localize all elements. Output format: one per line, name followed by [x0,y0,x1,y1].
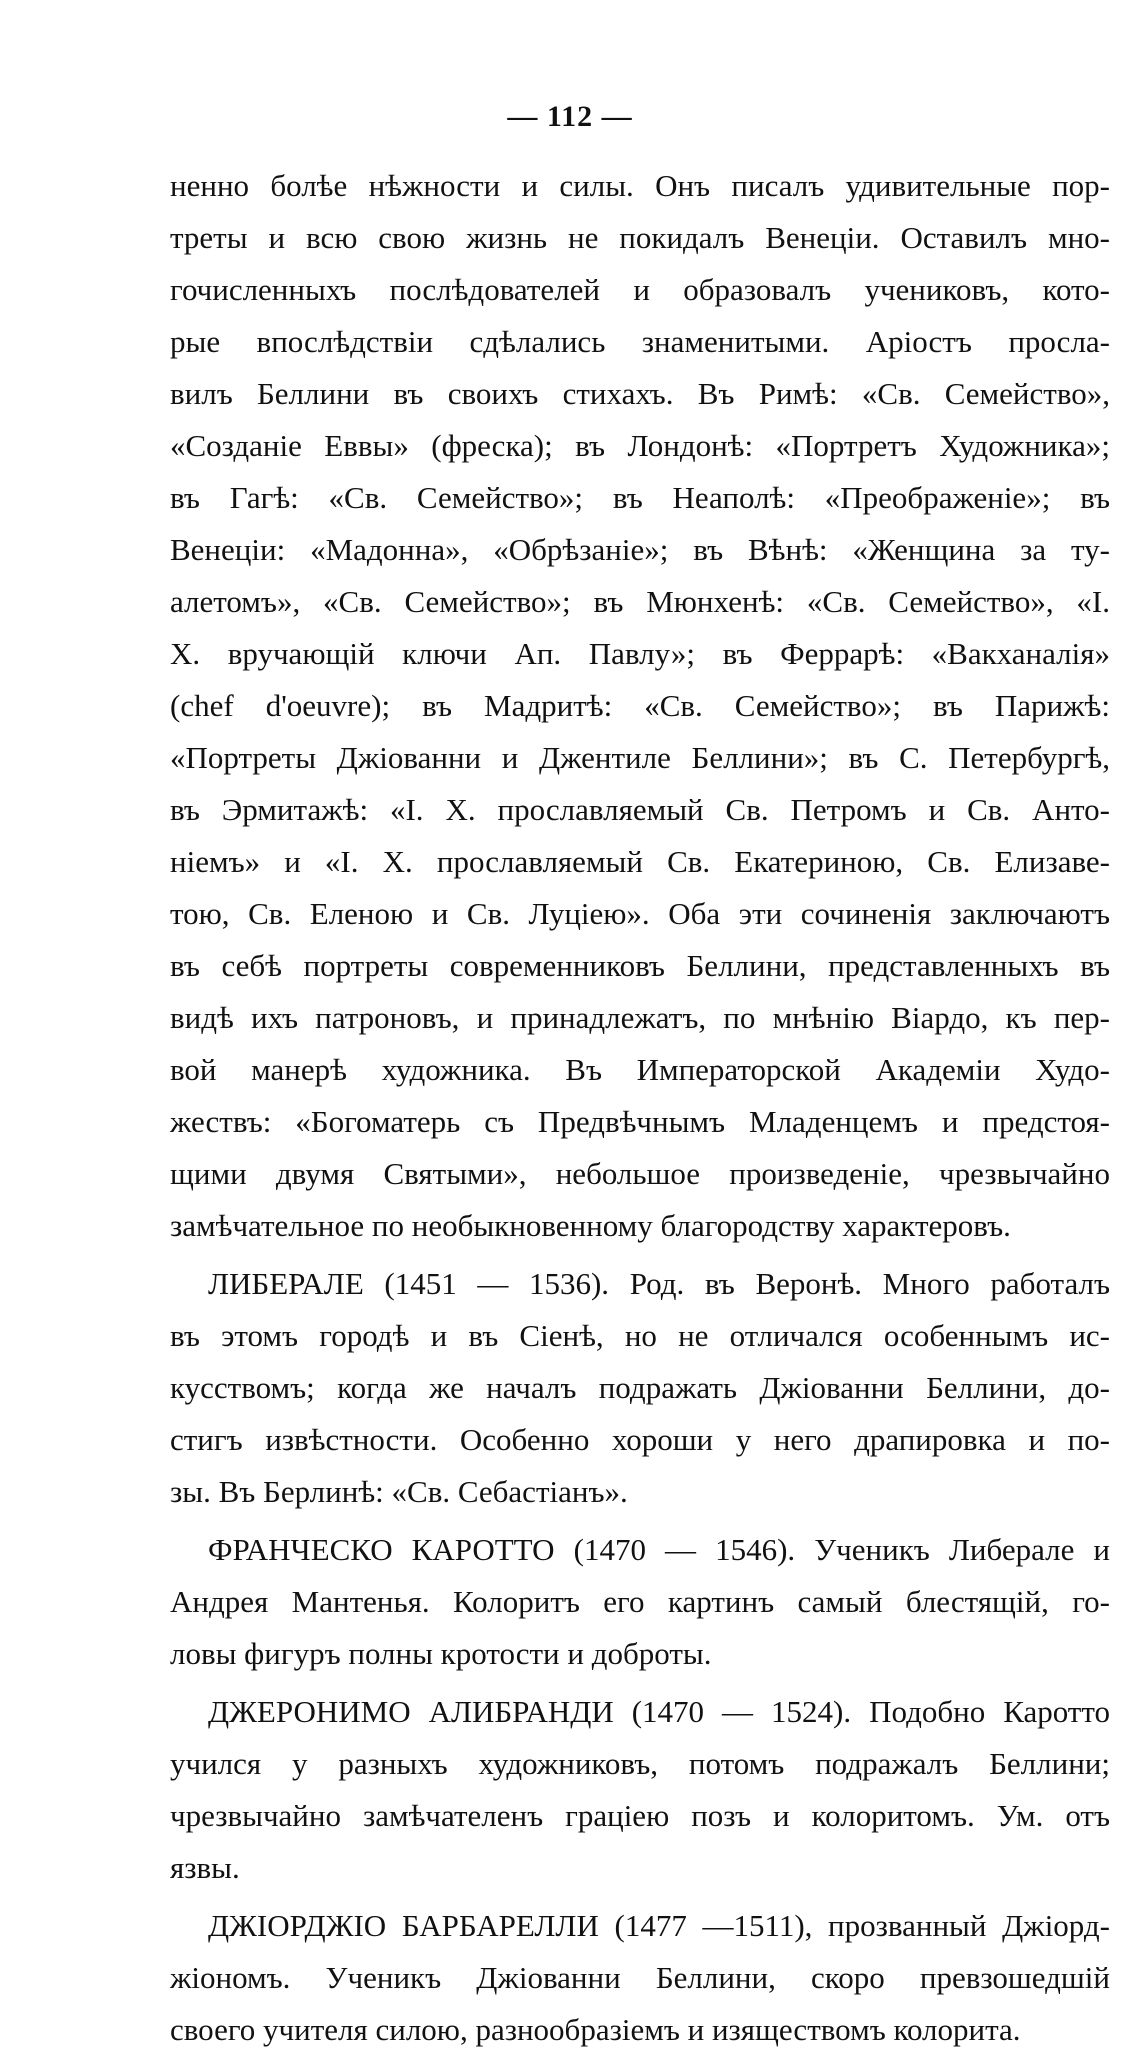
text-line: чрезвычайно замѣчателенъ граціею позъ и колоритомъ. Ум. отъ [170,1798,1110,1833]
text-line: Андрея Мантенья. Колоритъ его картинъ самый блестящій, го- [170,1584,1110,1619]
entry-alibrandi-line: ДЖЕРОНИМО АЛИБРАНДИ (1470 — 1524). Подобно Каротто [208,1694,1110,1729]
text-line: вой манерѣ художника. Въ Императорской Академіи Худо- [170,1052,1110,1087]
text-line: треты и всю свою жизнь не покидалъ Венеціи. Оставилъ мно- [170,220,1110,255]
text-line: стигъ извѣстности. Особенно хороши у него драпировка и по- [170,1422,1110,1457]
text-line: въ Гагѣ: «Св. Семейство»; въ Неаполѣ: «Преображеніе»; въ [170,480,1110,515]
text-line: «Портреты Джіованни и Джентиле Беллини»; въ С. Петербургѣ, [170,740,1110,775]
text-line: видѣ ихъ патроновъ, и принадлежатъ, по мнѣнію Віардо, къ пер- [170,1000,1110,1035]
text-line: въ Эрмитажѣ: «І. Х. прославляемый Св. Петромъ и Св. Анто- [170,792,1110,827]
text-line: Венеціи: «Мадонна», «Обрѣзаніе»; въ Вѣнѣ: «Женщина за ту- [170,532,1110,567]
entry-barbarelli-line: ДЖІОРДЖІО БАРБАРЕЛЛИ (1477 —1511), прозванный Джіорд- [208,1908,1110,1943]
text-line: ніемъ» и «І. Х. прославляемый Св. Екатериною, Св. Елизаве- [170,844,1110,879]
text-line: своего учителя силою, разнообразіемъ и изяществомъ колорита. [170,2012,1021,2047]
text-line: въ этомъ городѣ и въ Сіенѣ, но не отличался особеннымъ ис- [170,1318,1110,1353]
text-line: тою, Св. Еленою и Св. Луціею». Оба эти сочиненія заключаютъ [170,896,1110,931]
text-line: кусствомъ; когда же началъ подражать Джіованни Беллини, до- [170,1370,1110,1405]
page-number: — 112 — [507,100,633,133]
text-line: язвы. [170,1850,240,1885]
text-line: замѣчательное по необыкновенному благородству характеровъ. [170,1208,1011,1243]
text-line: гочисленныхъ послѣдователей и образовалъ учениковъ, кото- [170,272,1110,307]
text-line: щими двумя Святыми», небольшое произведеніе, чрезвычайно [170,1156,1110,1191]
text-line: «Созданіе Еввы» (фреска); въ Лондонѣ: «Портретъ Художника»; [170,428,1110,463]
text-line: рые впослѣдствіи сдѣлались знаменитыми. Аріостъ просла- [170,324,1110,359]
text-line: учился у разныхъ художниковъ, потомъ подражалъ Беллини; [170,1746,1110,1781]
text-line: зы. Въ Берлинѣ: «Св. Себастіанъ». [170,1474,628,1509]
text-line: ловы фигуръ полны кротости и доброты. [170,1636,712,1671]
text-line: жествъ: «Богоматерь съ Предвѣчнымъ Младенцемъ и предстоя- [170,1104,1110,1139]
text-line: жіономъ. Ученикъ Джіованни Беллини, скоро превзошедшій [170,1960,1110,1995]
text-line: (chef d'oeuvre); въ Мадритѣ: «Св. Семейство»; въ Парижѣ: [170,688,1110,723]
text-line: вилъ Беллини въ своихъ стихахъ. Въ Римѣ: «Св. Семейство», [170,376,1110,411]
text-line: Х. вручающій ключи Ап. Павлу»; въ Феррарѣ: «Вакханалія» [170,636,1110,671]
entry-carotto-line: ФРАНЧЕСКО КАРОТТО (1470 — 1546). Ученикъ Либерале и [208,1532,1110,1567]
text-line: алетомъ», «Св. Семейство»; въ Мюнхенѣ: «Св. Семейство», «І. [170,584,1110,619]
text-line: въ себѣ портреты современниковъ Беллини, представленныхъ въ [170,948,1110,983]
entry-liberale-line: ЛИБЕРАЛЕ (1451 — 1536). Род. въ Веронѣ. Много работалъ [208,1266,1110,1301]
body-text [170,160,1110,2056]
text-line: ненно болѣе нѣжности и силы. Онъ писалъ удивительные пор- [170,168,1110,203]
